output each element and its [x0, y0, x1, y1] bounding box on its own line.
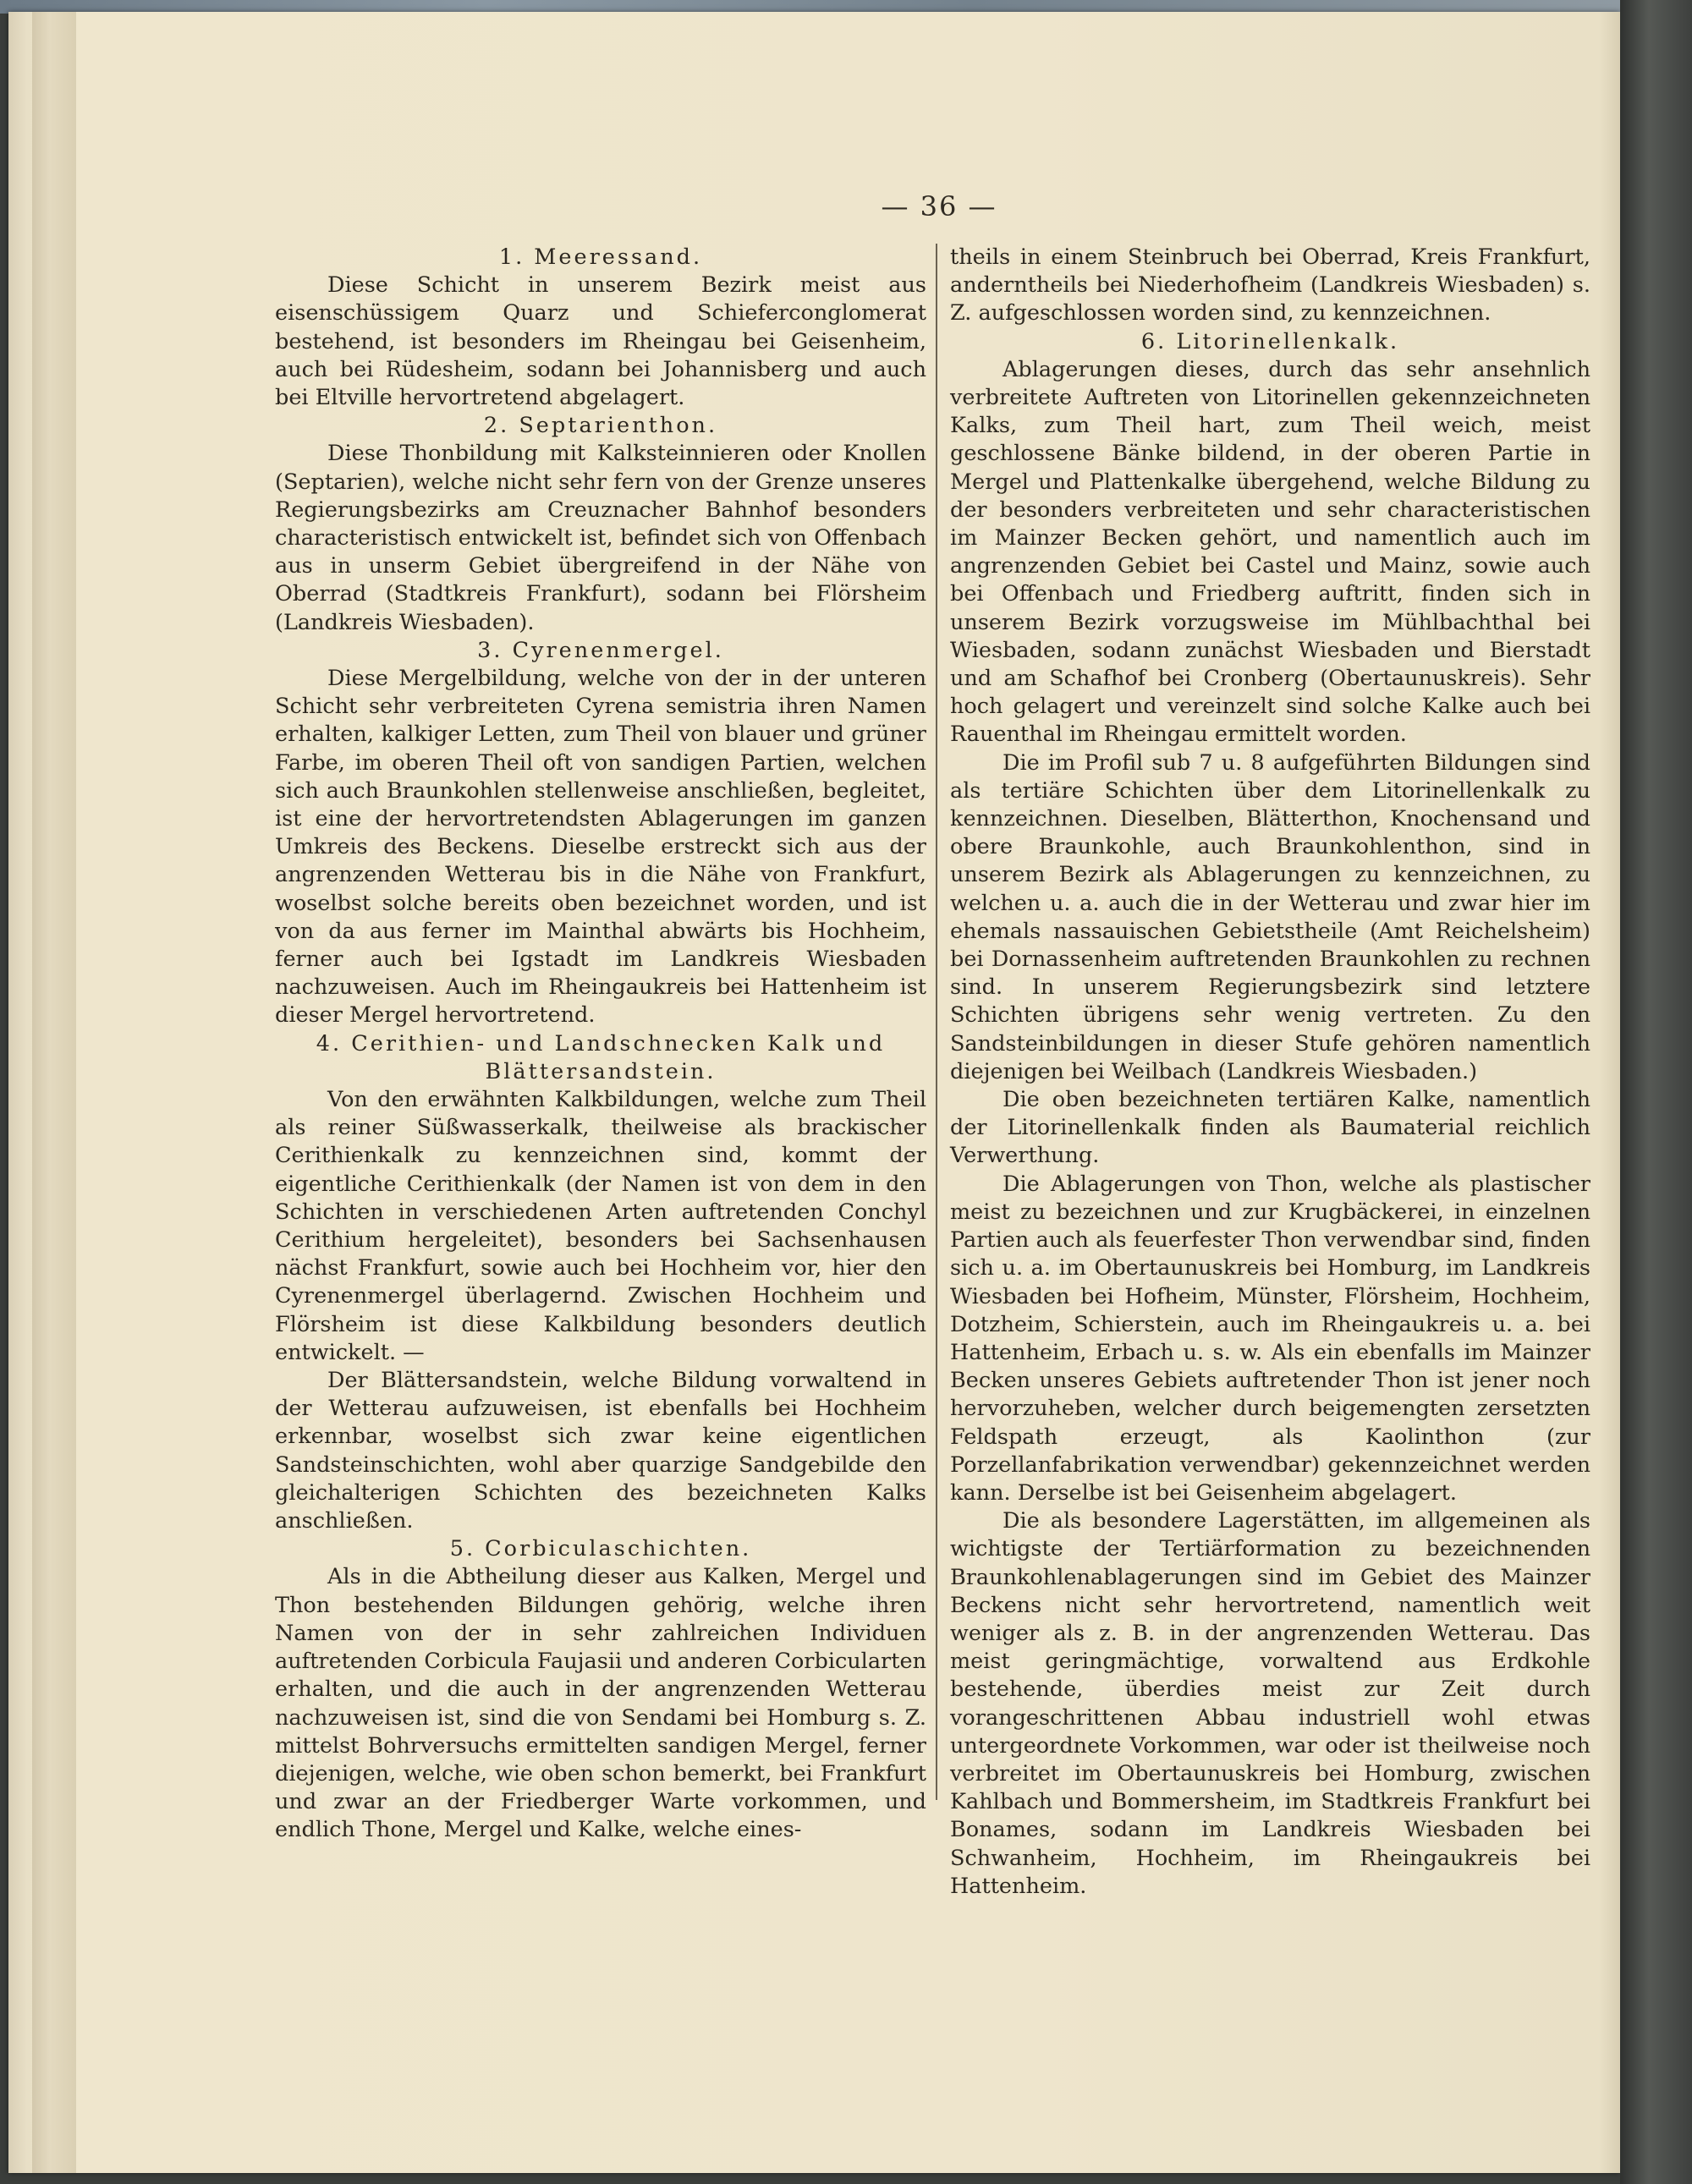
page-number: — 36 — — [881, 190, 997, 222]
right-page-edge — [1620, 0, 1692, 2184]
body-paragraph: Von den erwähnten Kalkbildungen, welche zum Theil als reiner Süßwasserkalk, theilweise als brackischer Cerithienkalk zu kennzeichnen sind, kommt der eigentliche Cerithienkalk (der Namen ist von dem in den Schichten in verschiedenen Arten auftretenden Conchyl Cerithium hergeleitet), besonders bei Sachsenhausen nächst Frankfurt, sowie auch bei Hochheim vor, hier den Cyrenenmergel überlagernd. Zwischen Hochheim und Flörsheim ist diese Kalkbildung besonders deutlich entwickelt. — — [275, 1087, 926, 1365]
body-paragraph: Diese Schicht in unserem Bezirk meist aus eisenschüssigem Quarz und Schieferconglomerat bestehend, ist besonders im Rheingau bei Geisenheim, auch bei Rüdesheim, sodann bei Johannisberg und auch bei Eltville hervortretend abgelagert. — [275, 272, 926, 410]
continued-paragraph: theils in einem Steinbruch bei Oberrad, Kreis Frankfurt, anderntheils bei Niederhofheim (Landkreis Wiesbaden) s. Z. aufgeschlossen worden sind, zu kennzeichnen. — [950, 244, 1590, 327]
body-paragraph: Diese Thonbildung mit Kalksteinnieren oder Knollen (Septarien), welche nicht sehr fern von der Grenze unseres Regierungsbezirks am Creuznacher Bahnhof besonders characteristisch entwickelt ist, befindet sich von Offenbach aus in unserm Gebiet übergreifend in der Nähe von Oberrad (Stadtkreis Frankfurt), sodann bei Flörsheim (Landkreis Wiesbaden). — [275, 441, 926, 635]
binding-spine — [32, 12, 76, 2173]
body-paragraph: Die oben bezeichneten tertiären Kalke, namentlich der Litorinellenkalk finden als Baumaterial reichlich Verwerthung. — [950, 1087, 1590, 1169]
section-heading: 1. Meeressand. — [498, 244, 703, 270]
body-paragraph: Die Ablagerungen von Thon, welche als plastischer meist zu bezeichnen und zur Krugbäckerei, in einzelnen Partien auch als feuerfester Thon verwendbar sind, finden sich u. a. im Obertaunuskreis bei Homburg, im Landkreis Wiesbaden bei Hofheim, Münster, Flörsheim, Hochheim, Dotzheim, Schierstein, auch im Rheingaukreis u. a. bei Hattenheim, Erbach u. s. w. Als ein ebenfalls im Mainzer Becken unseres Gebiets auftretender Thon ist jener noch hervorzuheben, welcher durch beigemengten zersetzten Feldspath erzeugt, als Kaolinthon (zur Porzellanfabrikation verwendbar) gekennzeichnet werden kann. Derselbe ist bei Geisenheim abgelagert. — [950, 1171, 1590, 1506]
body-paragraph: Diese Mergelbildung, welche von der in der unteren Schicht sehr verbreiteten Cyrena semistria ihren Namen erhalten, kalkiger Letten, zum Theil von blauer und grüner Farbe, im oberen Theil oft von sandigen Partien, welchen sich auch Braunkohlen stellenweise anschließen, begleitet, ist eine der hervortretendsten Ablagerungen im ganzen Umkreis des Beckens. Dieselbe erstreckt sich aus der angrenzenden Wetterau bis in die Nähe von Frankfurt, woselbst solche bereits oben bezeichnet worden, und ist von da aus ferner im Mainthal abwärts bis Hochheim, ferner auch bei Igstadt im Landkreis Wiesbaden nachzuweisen. Auch im Rheingaukreis bei Hattenheim ist dieser Mergel hervortretend. — [275, 666, 926, 1029]
body-paragraph: Die als besondere Lagerstätten, im allgemeinen als wichtigste der Tertiärformation zu bezeichnenden Braunkohlenablagerungen sind im Gebiet des Mainzer Beckens nicht sehr hervortretend, namentlich weit weniger als z. B. in der angrenzenden Wetterau. Das meist geringmächtige, vorwaltend aus Erdkohle bestehende, überdies meist zur Zeit durch vorangeschrittenen Abbau industriell wohl etwas untergeordnete Vorkommen, war oder ist theilweise noch verbreitet im Obertaunuskreis bei Homburg, zwischen Kahlbach und Bommersheim, im Stadtkreis Frankfurt bei Bonames, sodann im Landkreis Wiesbaden bei Schwanheim, Hochheim, im Rheingaukreis bei Hattenheim. — [950, 1508, 1590, 1899]
section-heading: 6. Litorinellenkalk. — [1140, 328, 1400, 354]
body-paragraph: Als in die Abtheilung dieser aus Kalken, Mergel und Thon bestehenden Bildungen gehörig, welche ihren Namen von der in sehr zahlreichen Individuen auftretenden Corbicula Faujasii und anderen Corbicularten erhalten, und die auch in der angrenzenden Wetterau nachzuweisen ist, sind die von Sendami bei Homburg s. Z. mittelst Bohrversuchs ermittelten sandigen Mergel, ferner diejenigen, welche, wie oben schon bemerkt, bei Frankfurt und zwar an der Friedberger Warte vorkommen, und endlich Thone, Mergel und Kalke, welche eines- — [275, 1564, 926, 1843]
body-paragraph: Ablagerungen dieses, durch das sehr ansehnlich verbreitete Auftreten von Litorinellen gekennzeichneten Kalks, zum Theil hart, zum Theil weich, meist geschlossene Bänke bildend, in der oberen Partie in Mergel und Plattenkalke übergehend, welche Bildung zu der besonders verbreiteten und sehr characteristischen im Mainzer Becken gehört, und namentlich auch im angrenzenden Gebiet bei Castel und Mainz, sowie auch bei Offenbach und Friedberg auftritt, finden sich in unserem Bezirk vorzugsweise im Mühlbachthal bei Wiesbaden, sodann zunächst Wiesbaden und Bierstadt und am Schafhof bei Cronberg (Obertaunuskreis). Sehr hoch gelagert und vereinzelt sind solche Kalke auch bei Rauenthal im Rheingau ermittelt worden. — [950, 356, 1590, 748]
column-divider — [936, 244, 937, 1800]
body-paragraph: Der Blättersandstein, welche Bildung vorwaltend in der Wetterau aufzuweisen, ist ebenfalls bei Hochheim erkennbar, woselbst sich zwar keine eigentlichen Sandsteinschichten, wohl aber quarzige Sandgebilde den gleichalterigen Schichten des bezeichneten Kalks anschließen. — [275, 1368, 926, 1534]
left-column — [275, 244, 926, 1845]
section-heading: 5. Corbiculaschichten. — [449, 1536, 752, 1562]
right-column — [950, 244, 1590, 1901]
section-heading: 2. Septarienthon. — [483, 413, 718, 439]
body-paragraph: Die im Profil sub 7 u. 8 aufgeführten Bildungen sind als tertiäre Schichten über dem Litorinellenkalk zu kennzeichnen. Dieselben, Blätterthon, Knochensand und obere Braunkohle, auch Braunkohlenthon, sind in unserem Bezirk als Ablagerungen zu kennzeichnen, zu welchen u. a. auch die in der Wetterau und zwar hier im ehemals nassauischen Gebietstheile (Amt Reichelsheim) bei Dornassenheim auftretenden Braunkohlen zu rechnen sind. In unserem Regierungsbezirk sind letztere Schichten übrigens sehr wenig vertreten. Zu den Sandsteinbildungen in dieser Stufe gehören namentlich diejenigen bei Weilbach (Landkreis Wiesbaden.) — [950, 749, 1590, 1084]
section-heading: 3. Cyrenenmergel. — [477, 637, 724, 663]
section-heading: 4. Cerithien- und Landschnecken Kalk und Blättersandstein. — [316, 1030, 886, 1084]
